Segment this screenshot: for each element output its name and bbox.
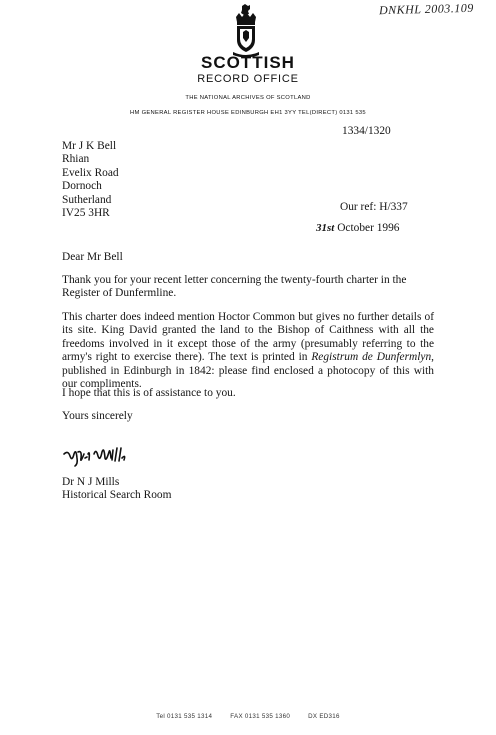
recipient-line: Rhian	[62, 153, 90, 166]
archive-reference-handwritten: DNKHL 2003.109	[379, 0, 475, 18]
date-day-handwritten: 31st	[316, 222, 335, 234]
signer-department: Historical Search Room	[62, 489, 172, 501]
recipient-line: Evelix Road	[62, 166, 119, 179]
footer-fax: FAX 0131 535 1360	[230, 713, 291, 720]
recipient-line: IV25 3HR	[62, 206, 110, 219]
signer-name: Dr N J Mills	[62, 476, 120, 488]
letter-date	[316, 222, 400, 235]
org-name-line2: RECORD OFFICE	[197, 73, 299, 85]
book-title: Registrum de Dunfermlyn	[311, 351, 432, 364]
salutation: Dear Mr Bell	[62, 251, 123, 263]
signature-icon	[62, 440, 152, 470]
paragraph-1: Thank you for your recent letter concerning the twenty-fourth charter in the Register of Dunfermline.	[62, 274, 407, 300]
paragraph-2	[62, 311, 434, 391]
paragraph-2-text-end: , published in Edinburgh in 1842: please find enclosed a photocopy of this with our compliments.	[62, 351, 435, 391]
recipient-line: Sutherland	[62, 193, 112, 206]
footer-dx: DX ED316	[308, 713, 340, 720]
recipient-line: Dornoch	[62, 180, 102, 193]
org-name-line1: SCOTTISH	[201, 53, 295, 72]
paragraph-3: I hope that this is of assistance to you.	[62, 387, 236, 399]
org-address: HM GENERAL REGISTER HOUSE EDINBURGH EH1 3YY TEL(DIRECT) 0131 535	[130, 110, 366, 116]
org-subtitle: THE NATIONAL ARCHIVES OF SCOTLAND	[185, 95, 311, 101]
date-month-year: October 1996	[334, 222, 400, 234]
our-reference: Our ref: H/337	[340, 201, 408, 213]
footer-contacts	[0, 713, 496, 720]
recipient-line: Mr J K Bell	[62, 140, 117, 152]
document-number: 1334/1320	[342, 125, 391, 137]
paragraph-2-text: This charter does indeed mention Hoctor Common but gives no further details of its site. King David granted the land to the Bishop of Caithness with all the freedoms involved in it except those of the army (presumably referring to the army's right to exercise there). The text is printed in	[62, 311, 434, 364]
recipient-address	[62, 140, 119, 220]
closing: Yours sincerely	[62, 410, 133, 422]
royal-crest-icon	[228, 4, 264, 58]
footer-tel: Tel 0131 535 1314	[156, 713, 213, 720]
